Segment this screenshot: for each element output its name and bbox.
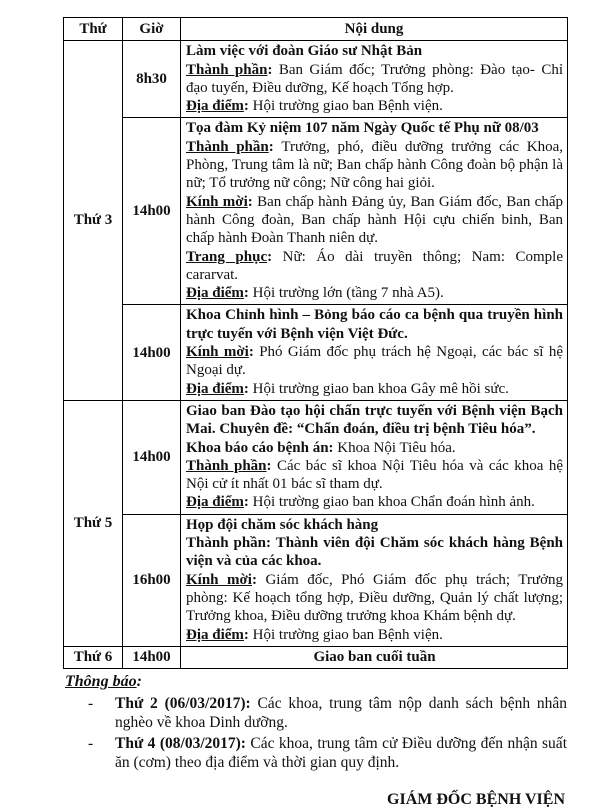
content-paragraph (186, 493, 563, 511)
content-paragraph (186, 119, 563, 137)
text-run: Thành phần (186, 138, 269, 155)
text-run: Địa điểm (186, 494, 244, 511)
day-cell: Thứ 3 (64, 41, 123, 401)
text-run: Khoa Chỉnh hình – Bỏng báo cáo ca bệnh qua truyền hình trực tuyến với Bệnh viện Việt Đức. (186, 307, 563, 342)
schedule-row (64, 400, 568, 514)
notices-heading-text: Thông báo (65, 673, 137, 691)
notices-section (65, 672, 567, 773)
column-header-day: Thứ (64, 18, 123, 41)
text-run: Giao ban Đào tạo hội chẩn trực tuyến với Bệnh viện Bạch Mai. Chuyên đề: “Chẩn đoán, điều trị bệnh Tiêu hóa”. (186, 402, 563, 438)
text-run: Ban chấp hành Đảng ủy, Ban Giám đốc, Ban chấp hành Công đoàn, Ban chấp hành Hội cựu chiến binh, Ban chấp hành Đoàn Thanh niên dự. (186, 193, 563, 247)
text-run: Ban Giám đốc; Trưởng phòng: Đào tạo- Chỉ đạo tuyến, Điều dưỡng, Kế hoạch Tổng hợp. (186, 61, 563, 96)
text-run: Giám đốc, Phó Giám đốc phụ trách; Trưởng phòng: Kế hoạch tổng hợp, Điều dưỡng, Quản lý chất lượng; Trưởng khoa, Điều dưỡng trưởng khoa Khám bệnh dự. (186, 571, 563, 625)
text-run: Thành phần: Thành viên đội Chăm sóc khách hàng Bệnh viện và của các khoa. (186, 535, 563, 570)
content-paragraph (186, 648, 563, 666)
text-run: : (328, 439, 338, 456)
time-cell: 14h00 (123, 118, 181, 305)
schedule-table-header (64, 18, 568, 41)
text-run: Phó Giám đốc phụ trách hệ Ngoại, các bác sĩ hệ Ngoại dự. (186, 344, 563, 379)
notices-heading-colon: : (136, 673, 142, 691)
text-run: : (243, 626, 253, 643)
text-run: Địa điểm (186, 285, 244, 302)
notice-item (65, 734, 567, 773)
notice-text: Các khoa, trung tâm nộp danh sách bệnh nhân nghèo về khoa Dinh dưỡng. (115, 695, 568, 732)
content-paragraph (186, 626, 563, 644)
content-cell (181, 400, 568, 514)
notice-label: Thứ 4 (08/03/2017): (115, 734, 246, 752)
day-cell: Thứ 5 (64, 400, 123, 646)
content-paragraph (186, 61, 563, 98)
content-paragraph (186, 97, 563, 115)
column-header-content: Nội dung (181, 18, 568, 41)
schedule-row (64, 646, 568, 668)
time-cell: 14h00 (123, 305, 181, 400)
text-run: Hội trường giao ban khoa Gây mê hồi sức. (252, 380, 509, 397)
header-row (64, 18, 568, 41)
text-run: Hội trường giao ban Bệnh viện. (252, 98, 443, 115)
content-paragraph (186, 380, 563, 398)
content-cell (181, 118, 568, 305)
content-paragraph (186, 516, 563, 534)
text-run: : (251, 571, 266, 588)
document-page (0, 17, 607, 808)
content-paragraph (186, 193, 563, 248)
day-cell: Thứ 6 (64, 646, 123, 668)
text-run: Khoa báo cáo bệnh án (186, 439, 329, 456)
content-paragraph (186, 284, 563, 302)
text-run: Trưởng, phó, điều dưỡng trưởng các Khoa, Phòng, Trung tâm là nữ; Ban chấp hành Công đoàn bộ phận là nữ; Tổ trưởng nữ công; Nữ công hai giỏi. (186, 138, 563, 192)
schedule-row (64, 305, 568, 400)
text-run: : (267, 61, 279, 78)
content-paragraph (186, 402, 563, 439)
schedule-table-body (64, 41, 568, 669)
text-run: Làm việc với đoàn Giáo sư Nhật Bản (186, 43, 423, 60)
text-run: Tọa đàm Kỷ niệm 107 năm Ngày Quốc tế Phụ nữ 08/03 (186, 120, 539, 137)
content-paragraph (186, 534, 563, 571)
time-cell: 16h00 (123, 514, 181, 646)
text-run: Thành phần (186, 457, 267, 474)
text-run: : (268, 138, 282, 155)
text-run: Kính mời (186, 193, 248, 210)
text-run: Trang phục (186, 248, 268, 265)
notice-marker: - (88, 695, 94, 713)
text-run: Giao ban cuối tuần (313, 648, 436, 665)
notice-marker: - (88, 734, 94, 752)
text-run: Địa điểm (186, 626, 244, 643)
column-header-time: Giờ (123, 18, 181, 41)
text-run: : (243, 98, 253, 115)
text-run: Kính mời (186, 571, 252, 588)
text-run: Hội trường lớn (tầng 7 nhà A5). (252, 285, 444, 302)
content-paragraph (186, 248, 563, 285)
text-run: Họp đội chăm sóc khách hàng (186, 516, 379, 533)
text-run: : (243, 380, 253, 397)
content-paragraph (186, 42, 563, 60)
text-run: : (267, 248, 283, 265)
content-paragraph (186, 571, 563, 626)
text-run: Kính mời (186, 344, 249, 361)
time-cell: 8h30 (123, 41, 181, 118)
text-run: Địa điểm (186, 380, 244, 397)
time-cell: 14h00 (123, 400, 181, 514)
text-run: : (266, 457, 277, 474)
text-run: : (248, 344, 260, 361)
text-run: Nữ: Áo dài truyền thông; Nam: Comple cararvat. (186, 248, 564, 283)
content-cell (181, 41, 568, 118)
content-paragraph (186, 457, 563, 494)
text-run: Các bác sĩ khoa Nội Tiêu hóa và các khoa hệ Nội cử ít nhất 01 bác sĩ tham dự. (186, 457, 564, 493)
content-paragraph (186, 343, 563, 380)
schedule-row (64, 41, 568, 118)
schedule-table (63, 17, 568, 669)
time-cell: 14h00 (123, 646, 181, 668)
content-paragraph (186, 306, 563, 343)
text-run: : (243, 494, 253, 511)
text-run: Địa điểm (186, 98, 244, 115)
schedule-row (64, 514, 568, 646)
notice-list (65, 694, 567, 773)
signature: GIÁM ĐỐC BỆNH VIỆN (387, 790, 565, 808)
text-run: Hội trường giao ban khoa Chẩn đoán hình ảnh. (252, 494, 535, 511)
content-cell (181, 514, 568, 646)
content-paragraph (186, 439, 563, 457)
text-run: : (243, 285, 253, 302)
content-cell (181, 646, 568, 668)
text-run: Thành phần (186, 61, 268, 78)
notice-text: Các khoa, trung tâm cử Điều dưỡng đến nhận suất ăn (cơm) theo địa điểm và thời gian quy định. (115, 734, 567, 772)
notice-item (65, 694, 567, 733)
notice-label: Thứ 2 (06/03/2017): (115, 695, 251, 713)
notices-heading (65, 672, 567, 692)
text-run: Khoa Nội Tiêu hóa. (337, 439, 456, 456)
content-paragraph (186, 138, 563, 193)
content-cell (181, 305, 568, 400)
schedule-row (64, 118, 568, 305)
text-run: : (247, 193, 258, 210)
text-run: Hội trường giao ban Bệnh viện. (252, 626, 443, 643)
